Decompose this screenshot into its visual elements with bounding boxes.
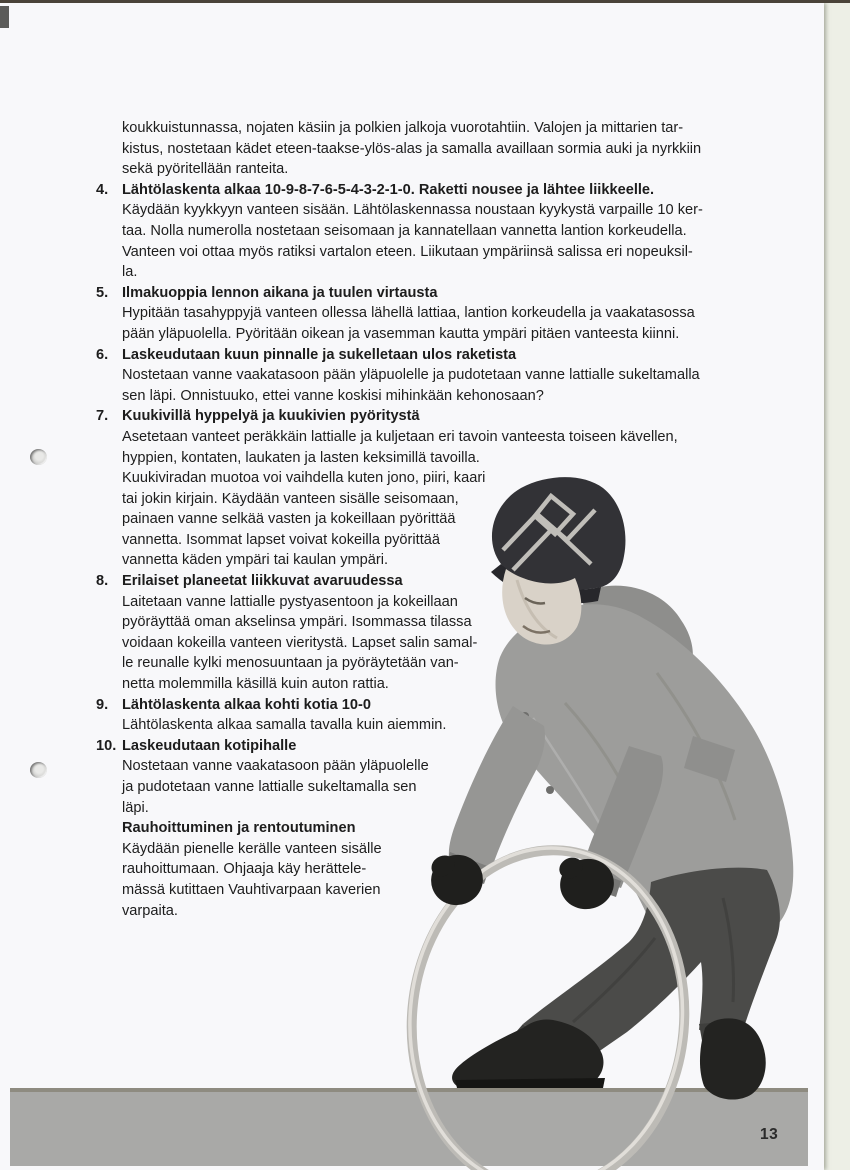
item-number: 6. xyxy=(96,346,109,363)
text-line: sen läpi. Onnistuuko, ettei vanne koskisi mihinkään kehonosaan? xyxy=(122,387,544,404)
text-line: ja pudotetaan vanne lattialle sukeltamalla sen xyxy=(122,779,417,795)
text-line: kistus, nostetaan kädet eteen-taakse-ylös-alas ja samalla availlaan sormia auki ja nyrkkiin xyxy=(122,140,702,157)
item-text xyxy=(122,180,703,283)
text-line: sekä pyöritellään ranteita. xyxy=(122,161,289,178)
text-line: pyöräyttää oman akselinsa ympäri. Isommassa tilassa xyxy=(122,614,472,631)
text-line: le reunalle kylki menosuuntaan ja pyöräytetään van- xyxy=(122,655,459,672)
item-title: Laskeudutaan kotipihalle xyxy=(122,737,297,754)
text-line: Asetetaan vanteet peräkkäin lattialle ja kuljetaan eri tavoin vanteesta toiseen kävellen, xyxy=(122,428,678,445)
text-line: taa. Nolla numerolla nostetaan seisomaan ja kannatellaan vannetta lantion korkeudella. xyxy=(122,222,687,239)
binder-hole xyxy=(30,449,47,465)
list-item xyxy=(96,283,756,345)
item-number: 7. xyxy=(96,408,109,425)
text-line: netta molemmilla käsillä kuin auton rattia. xyxy=(122,676,389,693)
text-line: rauhoittumaan. Ohjaaja käy herättele- xyxy=(122,861,367,878)
text-line: la. xyxy=(122,264,138,281)
text-line: Laitetaan vanne lattialle pystyasentoon ja kokeillaan xyxy=(122,593,458,610)
item-title: Kuukivillä hyppelyä ja kuukivien pyöritystä xyxy=(122,408,420,425)
child-with-hoop-photo xyxy=(405,468,815,1170)
list-item xyxy=(96,180,756,283)
list-item xyxy=(96,345,756,407)
text-line: Käydään kyykkyyn vanteen sisään. Lähtölaskennassa noustaan kyykystä varpaille 10 ker- xyxy=(122,202,703,219)
text-line: painaen vanne selkää vasten ja kokeillaan pyörittää xyxy=(122,511,456,528)
item-title: Lähtölaskenta alkaa 10-9-8-7-6-5-4-3-2-1-0. Raketti nousee ja lähtee liikkeelle. xyxy=(122,181,655,198)
text-line: Vanteen voi ottaa myös ratiksi vartalon eteen. Liikutaan ympäriinsä salissa eri nopeuksil- xyxy=(122,243,693,260)
text-line: Hypitään tasahyppyjä vanteen ollessa lähellä lattiaa, lantion korkeudella ja vaakatasossa xyxy=(122,305,695,322)
child-figure xyxy=(444,586,793,1100)
item-text xyxy=(122,695,446,736)
text-line: mässä kutittaen Vauhtivarpaan kaverien xyxy=(122,881,381,898)
item-body xyxy=(122,200,703,282)
text-line: Nostetaan vanne vaakatasoon pään yläpuolelle xyxy=(122,758,429,775)
text-line: Kuukiviradan muotoa voi vaihdella kuten jono, piiri, kaari xyxy=(122,470,486,487)
item-body xyxy=(122,839,429,921)
text-line: varpaita. xyxy=(122,902,178,919)
text-line: vannetta. Isommat lapset voivat kokeilla pyörittää xyxy=(122,531,440,548)
item-body xyxy=(122,365,700,406)
item-subtitle: Rauhoittuminen ja rentoutuminen xyxy=(122,820,356,837)
text-line: voidaan kokeilla vanteen vieritystä. Lapset salin samal- xyxy=(122,634,478,651)
scan-corner-notch xyxy=(0,6,9,28)
item-text xyxy=(122,283,695,345)
binder-hole xyxy=(30,762,47,778)
item-title: Ilmakuoppia lennon aikana ja tuulen virtausta xyxy=(122,284,438,301)
item-title: Lähtölaskenta alkaa kohti kotia 10-0 xyxy=(122,696,371,713)
item-text xyxy=(122,345,700,407)
page-number: 13 xyxy=(760,1126,779,1143)
item-body xyxy=(122,715,446,736)
item-number: 8. xyxy=(96,573,109,590)
text-line: koukkuistunnassa, nojaten käsiin ja polkien jalkoja vuorotahtiin. Valojen ja mittarien tar- xyxy=(122,120,684,136)
text-line: Käydään pienelle kerälle vanteen sisälle xyxy=(122,840,382,857)
text-line: tai jokin kirjain. Käydään vanteen sisälle seisomaan, xyxy=(122,490,459,507)
text-line: hyppien, kontaten, laukaten ja lasten keksimillä tavoilla. xyxy=(122,449,480,466)
item-number: 9. xyxy=(96,696,109,713)
text-line: vannetta käden ympäri tai kaulan ympäri. xyxy=(122,552,389,569)
intro-paragraph xyxy=(122,118,756,180)
item-number: 10. xyxy=(96,737,117,754)
item-title: Laskeudutaan kuun pinnalle ja sukelletaan ulos raketista xyxy=(122,346,517,363)
item-title: Erilaiset planeetat liikkuvat avaruudessa xyxy=(122,573,403,590)
item-number: 4. xyxy=(96,181,109,198)
text-line: Lähtölaskenta alkaa samalla tavalla kuin aiemmin. xyxy=(122,717,447,734)
item-body xyxy=(122,756,429,818)
text-line: läpi. xyxy=(122,799,149,816)
text-line: Nostetaan vanne vaakatasoon pään yläpuolelle ja pudotetaan vanne lattialle sukeltamalla xyxy=(122,367,700,384)
item-body xyxy=(122,303,695,344)
scan-top-edge xyxy=(0,0,850,3)
item-number: 5. xyxy=(96,284,109,301)
item-text xyxy=(122,736,429,921)
text-line: pään yläpuolella. Pyöritään oikean ja vasemman kautta ympäri pitäen vanteesta kiinni. xyxy=(122,325,680,342)
